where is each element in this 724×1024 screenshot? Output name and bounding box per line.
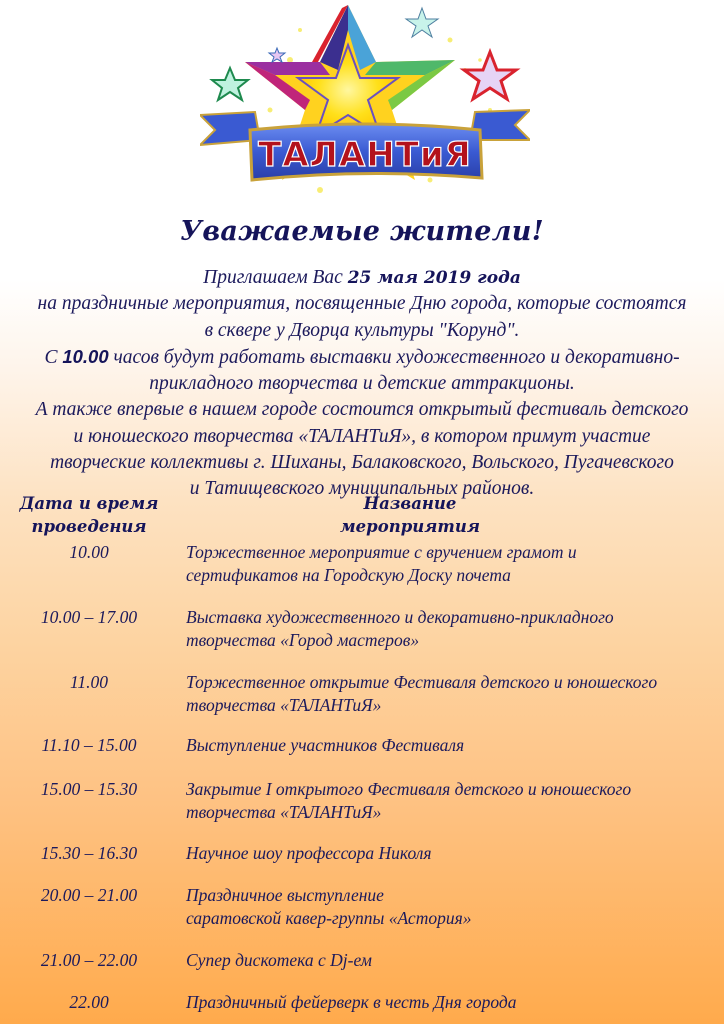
small-star-icon [212, 68, 248, 100]
logo-text: ТАЛАНТиЯ [258, 135, 472, 175]
event-time: 21.00 – 22.00 [40, 950, 138, 970]
event-time: 11.10 – 15.00 [41, 735, 137, 755]
event-title: Торжественное мероприятие с вручением грамот и сертификатов на Городскую Доску почета [186, 542, 577, 585]
event-time: 11.00 [69, 672, 109, 692]
event-time: 10.00 [69, 542, 109, 562]
small-star-icon [269, 48, 285, 62]
event-title: Закрытие I открытого Фестиваля детского и юношеского творчества «ТАЛАНТиЯ» [186, 779, 632, 822]
column-header-event: Название мероприятия [340, 494, 480, 536]
intro-line: творческие коллективы г. Шиханы, Балаковского, Вольского, Пугачевского [50, 452, 674, 474]
event-title: Выставка художественного и декоративно-прикладного творчества «Город мастеров» [186, 607, 614, 650]
event-title: Праздничный фейерверк в честь Дня города [186, 992, 517, 1012]
small-star-icon [406, 8, 438, 37]
invitation-text [0, 265, 724, 503]
event-title: Праздничное выступление саратовской кавер-группы «Астория» [186, 885, 472, 928]
column-header-date: Дата и время проведения [19, 494, 159, 536]
page-heading: Уважаемые жители! [180, 216, 544, 247]
event-time: 20.00 – 21.00 [40, 885, 138, 905]
intro-line: и Татищевского муниципальных районов. [189, 478, 535, 500]
event-time: 15.00 – 15.30 [40, 779, 138, 799]
event-title: Научное шоу профессора Николя [186, 843, 432, 863]
intro-line: и юношеского творчества «ТАЛАНТиЯ», в котором примут участие [73, 425, 651, 447]
intro-line: А также впервые в нашем городе состоится открытый фестиваль детского [35, 399, 689, 421]
small-star-icon [464, 52, 516, 99]
talantiya-logo [200, 0, 530, 205]
intro-line: Приглашаем Вас 25 мая 2019 года [203, 267, 521, 288]
intro-line: на праздничные мероприятия, посвященные Дню города, которые состоятся [37, 293, 687, 315]
start-time: 10.00 [62, 345, 109, 367]
intro-line: прикладного творчества и детские аттракционы. [149, 373, 575, 395]
event-time: 15.30 – 16.30 [40, 843, 138, 863]
event-title: Выступление участников Фестиваля [186, 735, 465, 755]
event-time: 22.00 [69, 992, 109, 1012]
event-title: Торжественное открытие Фестиваля детского и юношеского творчества «ТАЛАНТиЯ» [186, 672, 658, 715]
star-logo-graphic [200, 0, 530, 205]
intro-line: С 10.00 часов будут работать выставки художественного и декоративно- [44, 345, 680, 368]
event-title: Супер дискотека с Dj-ем [186, 950, 372, 970]
event-date: 25 мая 2019 года [347, 268, 521, 288]
event-time: 10.00 – 17.00 [40, 607, 138, 627]
intro-line: в сквере у Дворца культуры "Корунд". [204, 319, 520, 341]
